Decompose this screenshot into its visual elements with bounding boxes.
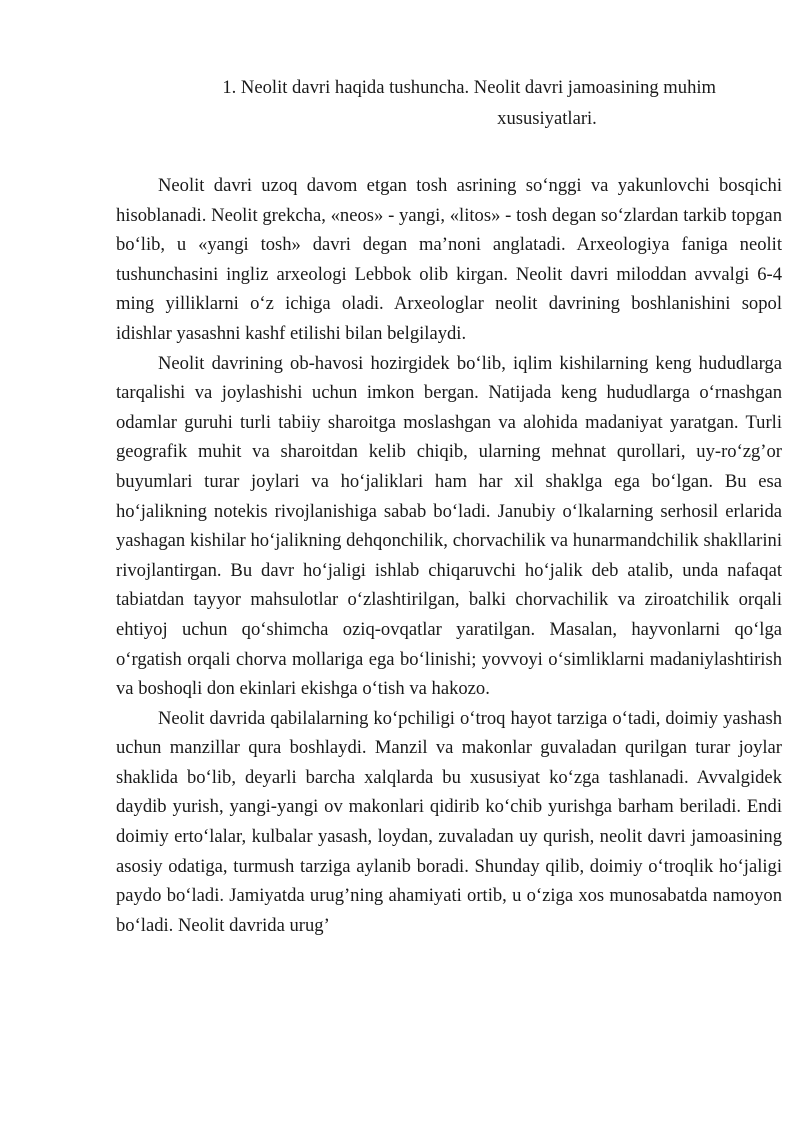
body-text: [116, 171, 782, 940]
paragraph-3: Neolit davrida qabilalarning ko‘pchiligi o‘troq hayot tarziga o‘tadi, doimiy yashash uchun manzillar qura boshlaydi. Manzil va makonlar guvaladan qurilgan turar joylar shaklida bo‘lib, deyarli barcha xalqlarda bu xususiyat ko‘zga tashlanadi. Avvalgidek daydib yurish, yangi-yangi ov makonlari qidirib ko‘chib yurishga barham beriladi. Endi doimiy erto‘lalar, kulbalar yasash, loydan, zuvaladan uy qurish, neolit davri jamoasining asosiy odatiga, turmush tarziga aylanib boradi. Shunday qilib, doimiy o‘troqlik ho‘jaligi paydo bo‘ladi. Jamiyatda urug’ning ahamiyati ortib, u o‘ziga xos munosabatda namoyon bo‘ladi. Neolit davrida urug’: [116, 707, 782, 936]
section-heading: [116, 72, 716, 134]
paragraph-1: Neolit davri uzoq davom etgan tosh asrining so‘nggi va yakunlovchi bosqichi hisoblanadi. Neolit grekcha, «neos» - yangi, «litos» - tosh degan so‘zlardan tarkib topgan bo‘lib, u «yangi tosh» davri degan ma’noni anglatadi. Arxeologiya faniga neolit tushunchasini ingliz arxeologi Lebbok olib kirgan. Neolit davri miloddan avvalgi 6-4 ming yilliklarni o‘z ichiga oladi. Arxeologlar neolit davrining boshlanishini sopol idishlar yasashni kashf etilishi bilan belgilaydi.: [116, 175, 782, 344]
paragraph-2: Neolit davrining ob-havosi hozirgidek bo‘lib, iqlim kishilarning keng hududlarga tarqalishi va joylashishi uchun imkon bergan. Natijada keng hududlarga o‘rnashgan odamlar guruhi turli tabiiy sharoitga moslashgan va alohida madaniyat yaratgan. Turli geografik muhit va sharoitdan kelib chiqib, ularning mehnat qurollari, uy-ro‘zg’or buyumlari turar joylari va ho‘jaliklari ham har xil shaklga ega bo‘lgan. Bu esa ho‘jalikning notekis rivojlanishiga sabab bo‘ladi. Janubiy o‘lkalarning serhosil erlarida yashagan kishilar ho‘jalikning dehqonchilik, chorvachilik va hunarmandchilik shakllarini rivojlantirgan. Bu davr ho‘jaligi ishlab chiqaruvchi ho‘jalik deb atalib, unda nafaqat tabiatdan tayyor mahsulotlar o‘zlashtirilgan, balki chorvachilik va ziroatchilik orqali ehtiyoj uchun qo‘shimcha oziq-ovqatlar yaratilgan. Masalan, hayvonlarni qo‘lga o‘rgatish orqali chorva mollariga ega bo‘linishi; yovvoyi o‘simliklarni madaniylashtirish va boshoqli don ekinlari ekishga o‘tish va hakozo.: [116, 352, 782, 700]
heading-line-1: 1. Neolit davri haqida tushuncha. Neolit davri jamoasining muhim: [222, 77, 716, 98]
heading-line-2: xususiyatlari.: [497, 108, 597, 129]
